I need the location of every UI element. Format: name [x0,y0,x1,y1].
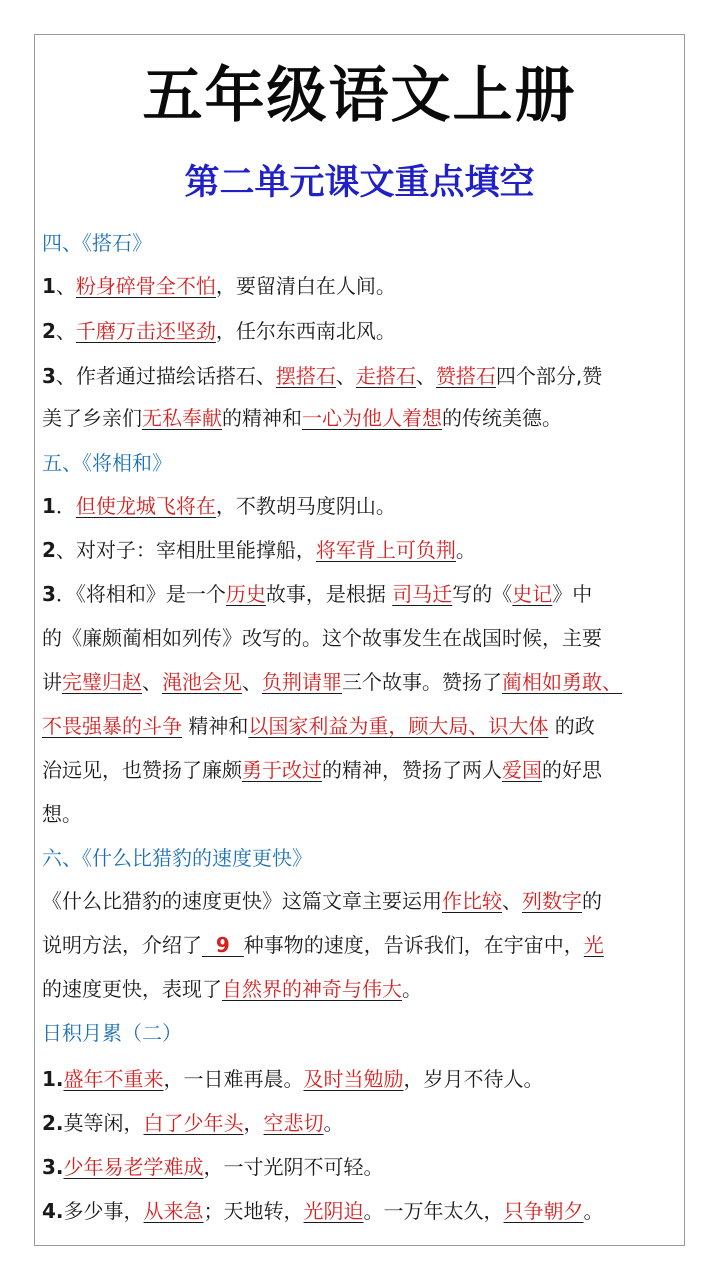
static-text: 四个部分,赞 [495,364,603,388]
item-number: 1. [42,1067,64,1091]
static-text: ，一日难再晨。 [163,1067,304,1091]
text-line [42,931,682,959]
section-heading-jiangxianghe: 五、《将相和》 [42,451,172,475]
static-text: 的精神和 [222,406,302,430]
static-text: 三个故事。赞扬了 [342,670,502,694]
text-line [42,317,682,345]
answer-blank: 勇于改过 [242,758,322,782]
answer-blank: 无私奉献 [142,406,222,430]
item-number: 1 [42,274,56,298]
static-text: 说明方法，介绍了 [42,933,202,957]
static-text: 。 [455,538,476,562]
static-text: 、 [415,364,436,388]
answer-blank: 摆搭石 [275,364,336,388]
section-heading-liebao: 六、《什么比猎豹的速度更快》 [42,846,312,870]
static-text: 的精神，赞扬了两人 [322,758,502,782]
static-text: 写的《 [452,582,513,606]
static-text: 、作者通过描绘话搭石、 [55,364,276,388]
static-text: 的速度更快，表现了 [42,977,222,1001]
text-line [42,1109,682,1137]
answer-blank: 爱国 [502,758,542,782]
answer-blank: 司马迁 [392,582,453,606]
static-text: 莫等闲， [63,1111,144,1135]
answer-blank: 但使龙城飞将在 [75,494,216,518]
answer-blank: 千磨万击还坚劲 [75,319,216,343]
item-number: 2 [42,319,56,343]
text-line [42,1197,682,1225]
answer-blank: 历史 [225,582,266,606]
answer-blank: 完璧归赵 [62,670,142,694]
static-text: 的政 [548,714,595,738]
answer-blank: 史记 [512,582,553,606]
static-text: 想。 [42,802,82,826]
static-text: 。 [323,1111,344,1135]
text-line [42,1153,682,1181]
answer-blank: 不畏强暴的斗争 [42,714,182,738]
page-title: 五年级语文上册 [142,61,577,131]
static-text: ，岁月不待人。 [403,1067,544,1091]
text-line [42,362,682,390]
answer-blank: 少年易老学难成 [63,1155,204,1179]
text-line [42,975,682,1003]
static-text: 精神和 [182,714,249,738]
static-text: ，一寸光阴不可轻。 [203,1155,384,1179]
answer-blank: 光阴迫 [303,1199,364,1223]
answer-blank: 作比较 [442,889,502,913]
static-text: ，要留清白在人间。 [215,274,396,298]
item-number: 2 [42,538,56,562]
answer-blank: 及时当勉励 [303,1067,404,1091]
answer-blank: 粉身碎骨全不怕 [75,274,216,298]
item-number: 4. [42,1199,64,1223]
static-text: ，不教胡马度阴山。 [215,494,396,518]
answer-blank: 将军背上可负荆 [315,538,456,562]
static-text: 种事物的速度，告诉我们，在宇宙中， [243,933,584,957]
answer-blank: 一心为他人着想 [302,406,442,430]
text-line [42,536,682,564]
answer-blank: 空悲切 [263,1111,324,1135]
static-text: ， [243,1111,264,1135]
static-text: 、 [502,889,522,913]
text-line [42,887,682,915]
static-text: 》中 [552,582,593,606]
page-subtitle: 第二单元课文重点填空 [184,163,535,203]
item-number: 2. [42,1111,64,1135]
item-number: 3 [42,364,56,388]
answer-blank: 从来急 [143,1199,204,1223]
answer-blank: 列数字 [522,889,582,913]
static-text: 美了乡亲们 [42,406,142,430]
text-line [42,580,682,608]
static-text: 治远见，也赞扬了廉颇 [42,758,242,782]
static-text: 、 [142,670,162,694]
static-text: 的 [582,889,602,913]
static-text: 讲 [42,670,62,694]
static-text: 。 [402,977,422,1001]
static-text: ．《将相和》是一个 [55,582,226,606]
text-line [42,492,682,520]
static-text: ，任尔东西南北风。 [215,319,396,343]
static-text: ；天地转， [203,1199,304,1223]
answer-blank: 以国家利益为重，顾大局、识大体 [248,714,549,738]
text-line [42,1065,682,1093]
text-line [42,404,682,432]
text-line [42,272,682,300]
text-line [42,668,682,696]
answer-blank: 白了少年头 [143,1111,244,1135]
static-text: 、对对子：宰相肚里能撑船， [55,538,316,562]
static-text: 、 [55,319,76,343]
answer-blank: 盛年不重来 [63,1067,164,1091]
static-text: 多少事， [63,1199,144,1223]
answer-blank: 赞搭石 [435,364,496,388]
static-text: ． [55,494,76,518]
static-text: 。 [583,1199,604,1223]
static-text: 、 [55,274,76,298]
item-number: 1 [42,494,56,518]
static-text: 。一万年太久， [363,1199,504,1223]
static-text: 的传统美德。 [442,406,562,430]
text-line [42,712,682,740]
answer-blank: 自然界的神奇与伟大 [222,977,402,1001]
answer-blank: 负荆请罪 [262,670,342,694]
text-line [42,800,682,828]
answer-blank: 蔺相如勇敢、 [502,670,622,694]
static-text: 、 [335,364,356,388]
static-text: 故事，是根据 [265,582,393,606]
static-text: 的《廉颇蔺相如列传》改写的。这个故事发生在战国时候，主要 [42,626,602,650]
static-text: 、 [242,670,262,694]
section-heading-dashi: 四、《搭石》 [42,231,152,255]
item-number: 3 [42,582,56,606]
answer-blank: 9 [202,933,244,957]
answer-blank: 光 [583,933,604,957]
answer-blank: 只争朝夕 [503,1199,584,1223]
section-heading-rijiyuelei: 日积月累（二） [42,1021,182,1045]
text-line [42,756,682,784]
item-number: 3. [42,1155,64,1179]
answer-blank: 渑池会见 [162,670,242,694]
static-text: 的好思 [542,758,602,782]
answer-blank: 走搭石 [355,364,416,388]
text-line [42,624,682,652]
static-text: 《什么比猎豹的速度更快》这篇文章主要运用 [42,889,442,913]
